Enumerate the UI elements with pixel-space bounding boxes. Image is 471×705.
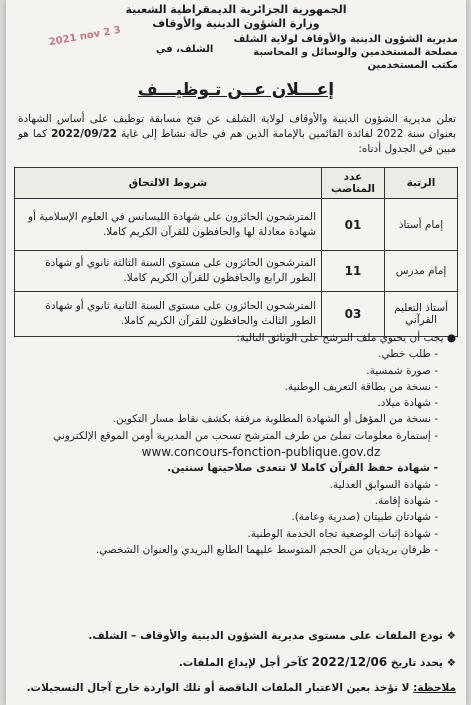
list-item: - نسخة من بطاقة التعريف الوطنية. (16, 379, 438, 395)
conditions-cell: المترشحون الحائزون على مستوى السنة الثالثة ثانوي أو شهادة الطور الرابع والحافظون للقرآن الكريم كاملا. (15, 251, 322, 292)
header-conditions: شروط الالتحاق (15, 168, 322, 199)
website-link[interactable]: www.concours-fonction-publique.gov.dz (141, 445, 381, 460)
documents-list (16, 346, 456, 444)
intro-paragraph (18, 112, 456, 157)
header-rank: الرتبة (385, 168, 458, 199)
table-row (15, 199, 458, 251)
deadline-suffix: كآخر أجل لإيداع الملفات. (178, 657, 308, 669)
issuer-block (208, 33, 458, 72)
deposit-text: تودع الملفات على مستوى مديرية الشؤون الدينية والأوقاف – الشلف. (88, 630, 443, 642)
list-item: - شهادة إثبات الوضعية تجاه الخدمة الوطنية. (16, 526, 438, 542)
office-name: مكتب المستخدمين (367, 60, 458, 71)
required-documents (16, 330, 456, 558)
received-stamp: 2021 nov 2 3 (48, 24, 122, 49)
list-item: - شهادة السوابق العدلية. (16, 477, 438, 493)
documents-list-continued (16, 460, 456, 558)
positions-table (14, 167, 458, 337)
header-count: عدد المناصب (322, 168, 385, 199)
rank-cell: إمام أستاذ (385, 199, 458, 251)
note-line (16, 682, 456, 694)
count-cell: 03 (322, 292, 385, 337)
list-item: - شهادتان طبيتان (صدرية وعامة). (16, 509, 438, 525)
count-cell: 01 (322, 199, 385, 251)
intro-text: تعلن مديرية الشؤون الدينية والأوقاف لولاية الشلف عن فتح مسابقة توظيف على أساس الشهادة بعنوان سنة 2022 لفائدة القائمين بالإمامة الذين هم في حالة نشاط إلى غاية (18, 113, 456, 140)
announcement-page (6, 0, 466, 705)
deadline-line: ❖ يحدد تاريخ 2022/12/06 كآخر أجل لإيداع الملفات. (178, 655, 456, 669)
list-item: - طلب خطي. (16, 346, 438, 362)
deadline-prefix: يحدد تاريخ (390, 657, 443, 669)
republic-title: الجمهورية الجزائرية الديمقراطية الشعبية (125, 3, 347, 16)
table-header-row (15, 168, 458, 199)
service-name: مصلحة المستخدمين والوسائل و المحاسبة (253, 47, 458, 58)
list-item: - شهادة ميلاد. (16, 395, 438, 411)
documents-heading-text: يجب أن يحتوي ملف الترشح على الوثائق التالية: (236, 332, 444, 344)
conditions-cell: المترشحون الحائزون على مستوى السنة الثانية ثانوي أو شهادة الطور الثالث والحافظون للقرآن الكريم كاملا. (15, 292, 322, 337)
table-row (15, 251, 458, 292)
rank-cell: إمام مدرس (385, 251, 458, 292)
list-item: - صورة شمسية. (16, 363, 438, 379)
deposit-line: ❖ تودع الملفات على مستوى مديرية الشؤون الدينية والأوقاف – الشلف. (88, 630, 456, 642)
conditions-cell: المترشحون الحائزون على شهادة الليسانس في العلوم الإسلامية أو شهادة معادلة لها والحافظون للقرآن الكريم كاملا. (15, 199, 322, 251)
city-date: الشلف، في (156, 44, 214, 55)
list-item: - نسخة من المؤهل أو الشهادة المطلوبة مرفقة بكشف نقاط مسار التكوين. (16, 411, 438, 427)
list-item: - شهادة إقامة. (16, 493, 438, 509)
documents-heading: ● يجب أن يحتوي ملف الترشح على الوثائق التالية: (236, 332, 456, 344)
list-item: - شهادة حفظ القرآن كاملا لا تتعدى صلاحيتها سنتين. (16, 460, 438, 476)
deadline-date: 2022/12/06 (311, 655, 388, 669)
page-title: إعـــلان عــن تـوظيـــف (137, 80, 335, 100)
directorate-name: مديرية الشؤون الدينية والأوقاف لولاية الشلف (233, 34, 458, 45)
list-item: - ظرفان بريديان من الحجم المتوسط عليهما الطابع البريدي والعنوان الشخصي. (16, 542, 438, 558)
intro-tail: كما هو مبين في الجدول أدناه: (18, 128, 456, 155)
intro-date: 2022/09/22 (50, 128, 118, 140)
rank-cell: أستاذ التعليم القرآني (385, 292, 458, 337)
note-text: لا تؤخذ بعين الاعتبار الملفات الناقصة أو تلك الواردة خارج آجال التسجيلات. (26, 682, 410, 694)
list-item: - إستمارة معلومات تملئ من طرف المترشح تسحب من المديرية أومن الموقع الإلكتروني (16, 428, 438, 444)
note-label: ملاحظة: (413, 682, 456, 694)
ministry-title: وزارة الشؤون الدينية والأوقاف (152, 17, 320, 30)
count-cell: 11 (322, 251, 385, 292)
